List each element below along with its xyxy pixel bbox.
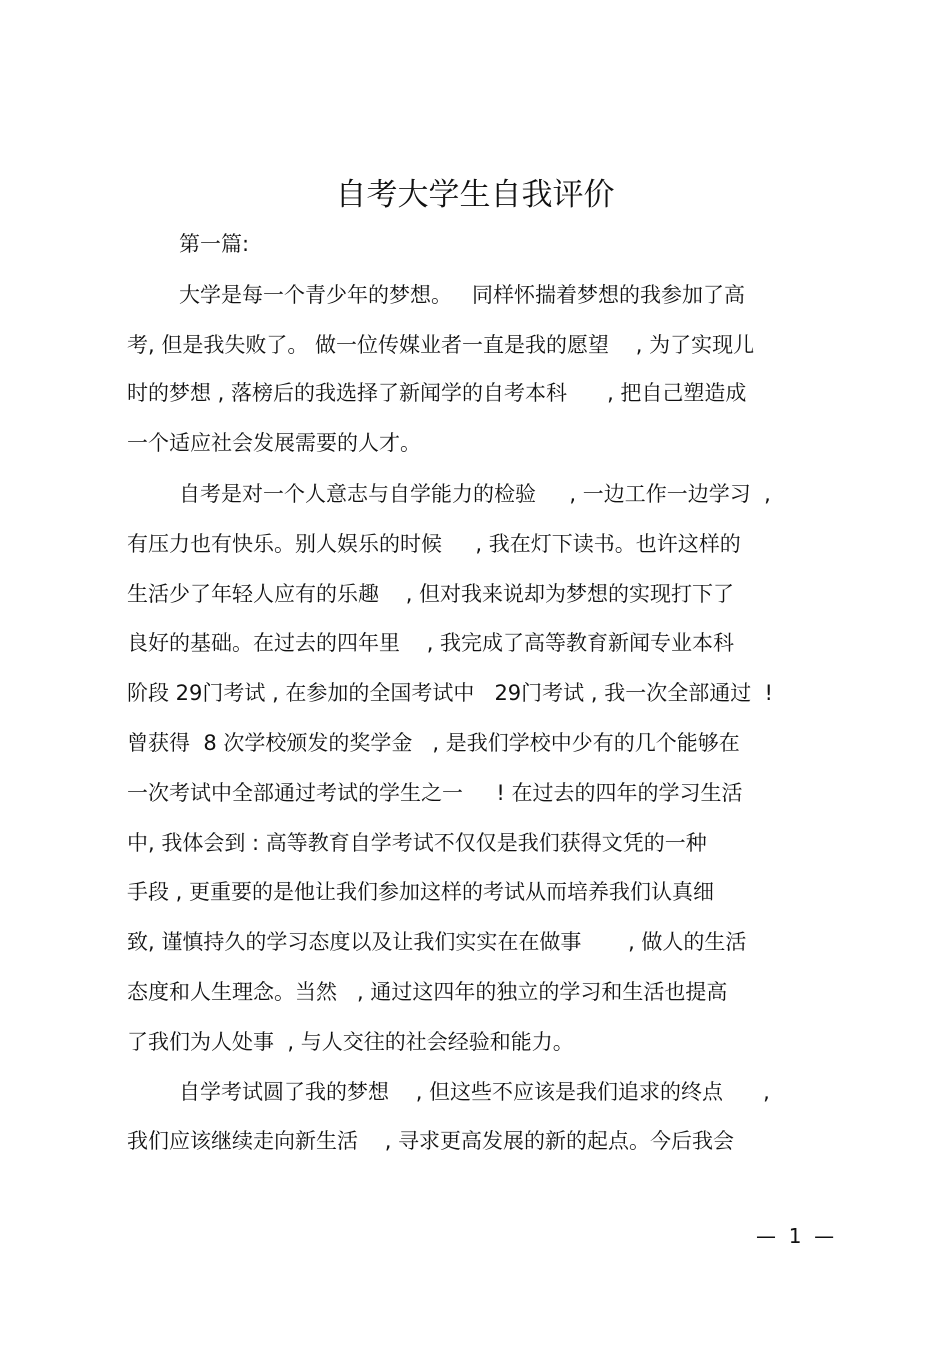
text-line: 大学是每一个青少年的梦想。 同样怀揣着梦想的我参加了高 (179, 283, 746, 307)
text-line: 我们应该继续走向新生活 , 寻求更高发展的新的起点。今后我会 (127, 1129, 735, 1153)
document-title: 自考大学生自我评价 (335, 177, 615, 213)
text-line: 了我们为人处事 , 与人交往的社会经验和能力。 (127, 1030, 574, 1054)
text-line: 中, 我体会到 : 高等教育自学考试不仅仅是我们获得文凭的一种 (127, 831, 707, 855)
text-line: 阶段 29门考试 , 在参加的全国考试中 29门考试 , 我一次全部通过 ! (127, 681, 773, 705)
text-line: 时的梦想 , 落榜后的我选择了新闻学的自考本科 , 把自己塑造成 (127, 381, 747, 405)
text-line: 手段 , 更重要的是他让我们参加这样的考试从而培养我们认真细 (127, 880, 715, 904)
text-line: 一个适应社会发展需要的人才。 (127, 431, 421, 455)
text-line: 一次考试中全部通过考试的学生之一 ! 在过去的四年的学习生活 (127, 781, 743, 805)
text-line: 态度和人生理念。当然 , 通过这四年的独立的学习和生活也提高 (127, 980, 728, 1004)
text-line: 良好的基础。在过去的四年里 , 我完成了高等教育新闻专业本科 (127, 631, 735, 655)
text-line: 致, 谨慎持久的学习态度以及让我们实实在在做事 , 做人的生活 (127, 930, 747, 954)
page-number: — 1 — (756, 1224, 835, 1248)
text-line: 考, 但是我失败了。 做一位传媒业者一直是我的愿望 , 为了实现儿 (127, 333, 755, 357)
text-line: 有压力也有快乐。别人娱乐的时候 , 我在灯下读书。也许这样的 (127, 532, 741, 556)
text-line: 生活少了年轻人应有的乐趣 , 但对我来说却为梦想的实现打下了 (127, 582, 735, 606)
text-line: 自考是对一个人意志与自学能力的检验 , 一边工作一边学习 , (179, 482, 771, 506)
section-label: 第一篇: (179, 232, 250, 256)
text-line: 自学考试圆了我的梦想 , 但这些不应该是我们追求的终点 , (179, 1080, 770, 1104)
text-line: 曾获得 8 次学校颁发的奖学金 , 是我们学校中少有的几个能够在 (127, 731, 740, 755)
